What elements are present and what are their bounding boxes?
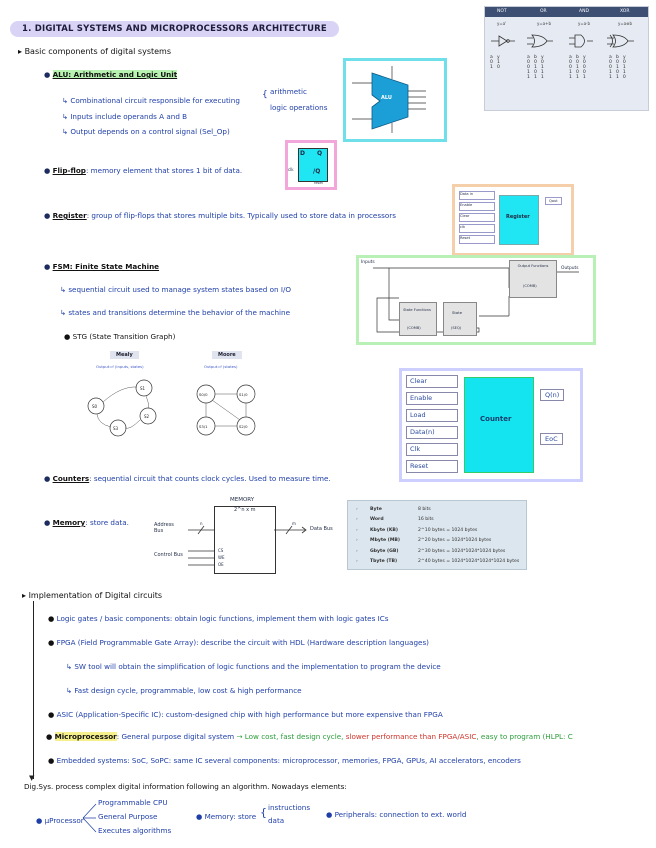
svg-text:S3/1: S3/1 (199, 424, 208, 429)
counter-output-q: Q(n) (540, 389, 564, 401)
impl-micro-2: → Low cost, fast design cycle, (236, 732, 344, 741)
svg-text:S2/0: S2/0 (239, 424, 248, 429)
unit-row (356, 525, 522, 536)
impl-micro-term: Microprocessor (54, 732, 117, 741)
unit-value: 2^10 bytes = 1024 bytes (418, 527, 478, 533)
or-truth-table: a b y 0 0 0 0 1 1 1 0 1 1 1 1 (527, 55, 544, 80)
flipflop-line: ● Flip-flop: memory element that stores 1 bit of data. (44, 166, 243, 175)
alu-heading: ● ALU: Arithmetic and Logic Unit (44, 70, 178, 79)
fsm-stg-text: STG (State Transition Graph) (72, 332, 176, 341)
impl-microprocessor: ● Microprocessor: General purpose digital system → Low cost, fast design cycle, slower performance than FPGA/ASIC, easy to program (HLPL: C (46, 732, 573, 741)
fsm-line-2-text: states and transitions determine the behavior of the machine (68, 308, 291, 317)
register-term: Register (52, 211, 87, 220)
uproc-item: Executes algorithms (98, 826, 172, 835)
alu-line-3-text: Output depends on a control signal (Sel_Op) (70, 127, 230, 136)
impl-micro-4: , easy to program (HLPL: C (476, 732, 573, 741)
bottom-memory-text: Memory: store (204, 812, 257, 821)
fsm-heading: ● FSM: Finite State Machine (44, 262, 160, 271)
fsm-line-1: ↳ sequential circuit used to manage system states based on I/O (60, 285, 292, 294)
section-implementation-text: Implementation of Digital circuits (28, 591, 163, 600)
uproc-branch (82, 800, 98, 836)
fsm-line-2: ↳ states and transitions determine the behavior of the machine (60, 308, 291, 317)
register-pin: Clear (459, 213, 495, 222)
unit-name: Tbyte (TB) (370, 559, 398, 565)
unit-row (356, 546, 522, 557)
digsys-line: Dig.Sys. process complex digital information following an algorithm. Nowadays elements: (24, 782, 347, 791)
gate-header-xor: XOR (620, 9, 630, 14)
memory-signal-cs: CS (218, 548, 224, 553)
memory-units-table (347, 500, 527, 570)
impl-fpga-2: ↳ Fast design cycle, programmable, low cost & high performance (66, 686, 302, 695)
counter-input: Enable (406, 392, 458, 405)
mealy-sub: Output=f (inputs, states) (96, 364, 144, 369)
fsm-term: FSM: Finite State Machine (52, 262, 160, 271)
uproc-item: Programmable CPU (98, 798, 168, 807)
memory-n: n (200, 521, 203, 526)
timeline-line (33, 601, 34, 779)
impl-embedded: ● Embedded systems: SoC, SoPC: same IC several components: microprocessor, memories, FPGA, GPUs, AI accelerators, encoders (48, 756, 521, 765)
unit-row (356, 557, 522, 568)
memory-block-title: MEMORY (230, 497, 255, 503)
unit-row (356, 515, 522, 526)
unit-name: Mbyte (MB) (370, 538, 401, 544)
fsm-line-1-text: sequential circuit used to manage system states based on I/O (68, 285, 292, 294)
memory-m: m (292, 521, 296, 526)
unit-row (356, 504, 522, 515)
counter-input: Data(n) (406, 426, 458, 439)
counters-line: ● Counters: sequential circuit that counts clock cycles. Used to measure time. (44, 474, 331, 483)
counter-output-eoc: EoC (540, 433, 563, 445)
memory-control-bus: Control Bus (154, 552, 183, 558)
fsm-outputs: Outputs (561, 266, 579, 271)
fsm-state: State (452, 310, 463, 315)
register-pin: Enable (459, 202, 495, 211)
unit-name: Word (370, 517, 384, 523)
unit-bullet: › (356, 559, 358, 565)
bottom-peripherals-text: Peripherals: connection to ext. world (334, 810, 467, 819)
memory-block-sub: 2^n x m (234, 507, 256, 513)
unit-bullet: › (356, 506, 358, 512)
register-pin: Reset (459, 235, 495, 244)
memory-address-bus: Address Bus (154, 522, 174, 534)
counter-figure (399, 368, 583, 482)
ff-reset: reset (314, 181, 323, 185)
alu-line-2-text: Inputs include operands A and B (70, 112, 188, 121)
unit-value: 16 bits (418, 517, 434, 523)
memory-signal-we: WE (218, 555, 225, 560)
impl-fpga-text: FPGA (Field Programmable Gate Array): describe the circuit with HDL (Hardware description languages) (56, 638, 429, 647)
svg-text:S1/0: S1/0 (239, 392, 248, 397)
alu-line-2: ↳ Inputs include operands A and B (62, 112, 188, 121)
svg-text:S0: S0 (92, 404, 98, 409)
bottom-uproc: ● μProcessor (36, 816, 84, 825)
gate-header-and: AND (579, 9, 589, 14)
fsm-output-fn: Output Functions (517, 264, 549, 268)
section-basic-components-text: Basic components of digital systems (24, 47, 172, 56)
unit-bullet: › (356, 517, 358, 523)
counter-inputs (406, 375, 458, 473)
gate-header-or: OR (540, 9, 547, 14)
unit-value: 2^30 bytes = 1024*1024*1024 bytes (418, 548, 506, 554)
memory-item: instructions (268, 803, 311, 812)
bottom-peripherals: ● Peripherals: connection to ext. world (326, 810, 467, 819)
alu-figure (343, 58, 447, 142)
bottom-uproc-text: μProcessor (44, 816, 84, 825)
alu-brace-logic: logic operations (270, 103, 328, 112)
moore-state-graph (180, 376, 270, 444)
unit-bullet: › (356, 548, 358, 554)
counter-block: Counter (480, 415, 512, 423)
register-pin: clk (459, 224, 495, 233)
register-line: ● Register: group of flip-flops that stores multiple bits. Typically used to store data in processors (44, 211, 396, 220)
ff-qbar: /Q (313, 168, 321, 175)
register-pins (459, 191, 495, 249)
unit-name: Kbyte (KB) (370, 527, 399, 533)
page-title: 1. DIGITAL SYSTEMS AND MICROPROCESSORS ARCHITECTURE (10, 21, 339, 37)
unit-value: 8 bits (418, 506, 431, 512)
impl-embedded-text: Embedded systems: SoC, SoPC: same IC several components: microprocessor, memories, FPGA, GPUs, AI accelerators, encoders (56, 756, 521, 765)
counter-input: Reset (406, 460, 458, 473)
memory-item: data (268, 816, 285, 825)
mealy-label: Mealy (110, 351, 139, 359)
ff-d: D (300, 150, 305, 157)
fsm-state-fn: State Functions (403, 308, 431, 312)
memory-signal-oe: OE (218, 562, 224, 567)
fsm-diagram (356, 255, 596, 345)
fsm-comb-1: (COMB) (523, 284, 537, 288)
fsm-inputs: Inputs (361, 260, 375, 265)
register-pin: Data in (459, 191, 495, 200)
unit-value: 2^20 bytes = 1024*1024 bytes (418, 538, 492, 544)
mealy-state-graph (76, 372, 171, 444)
moore-sub: Output=f (states) (204, 364, 238, 369)
impl-fpga-1: ↳ SW tool will obtain the simplification of logic functions and the implementation to program the device (66, 662, 441, 671)
xor-truth-table: a b y 0 0 0 0 1 1 1 0 1 1 1 0 (609, 55, 626, 80)
counter-input: Clk (406, 443, 458, 456)
alu-line-3: ↳ Output depends on a control signal (Sel_Op) (62, 127, 230, 136)
counters-term: Counters (52, 474, 90, 483)
register-figure (452, 184, 574, 256)
bottom-memory-brace: { (260, 806, 267, 819)
timeline-arrow: ▼ (29, 774, 35, 782)
impl-fpga: ● FPGA (Field Programmable Gate Array): describe the circuit with HDL (Hardware description languages) (48, 638, 429, 647)
gate-sub-xor: y=a⊕b (618, 21, 633, 26)
impl-fpga-1-text: SW tool will obtain the simplification of logic functions and the implementation to program the device (74, 662, 441, 671)
impl-micro-1: : General purpose digital system (116, 732, 235, 741)
unit-row (356, 536, 522, 547)
counters-desc: : sequential circuit that counts clock cycles. Used to measure time. (89, 474, 331, 483)
impl-logic-gates-text: Logic gates / basic components: obtain logic functions, implement them with logic gates ICs (56, 614, 389, 623)
memory-desc: : store data. (85, 518, 129, 527)
alu-line-1-text: Combinational circuit responsible for executing (70, 96, 240, 105)
register-desc: : group of flip-flops that stores multiple bits. Typically used to store data in processors (86, 211, 396, 220)
gate-header-not: NOT (497, 9, 507, 14)
alu-figure-label: ALU (381, 95, 392, 101)
alu-brace-arithmetic: arithmetic (270, 87, 307, 96)
bottom-memory: ● Memory: store (196, 812, 257, 821)
logic-gates-table (484, 6, 649, 111)
fsm-seq: (SEQ) (451, 326, 462, 330)
svg-text:S2: S2 (144, 414, 150, 419)
fsm-comb-2: (COMB) (407, 326, 421, 330)
alu-term: ALU: Arithmetic and Logic Unit (52, 70, 178, 79)
unit-bullet: › (356, 527, 358, 533)
unit-bullet: › (356, 538, 358, 544)
unit-value: 2^40 bytes = 1024*1024*1024*1024 bytes (418, 559, 520, 565)
svg-text:S0/0: S0/0 (199, 392, 208, 397)
section-implementation: ▸ Implementation of Digital circuits (22, 591, 163, 600)
counter-input: Load (406, 409, 458, 422)
impl-asic-text: ASIC (Application-Specific IC): custom-designed chip with high performance but more expensive than FPGA (56, 710, 443, 719)
alu-brace: { (262, 90, 268, 100)
ff-q: Q (317, 150, 323, 157)
moore-label: Moore (212, 351, 242, 359)
svg-text:S3: S3 (113, 426, 119, 431)
not-truth-table: a y 0 1 1 0 (490, 55, 500, 70)
counter-input: Clear (406, 375, 458, 388)
gate-sub-or: y=a+b (537, 21, 552, 26)
memory-figure (152, 496, 340, 574)
uproc-item: General Purpose (98, 812, 158, 821)
memory-term: Memory (52, 518, 86, 527)
alu-line-1: ↳ Combinational circuit responsible for executing (62, 96, 240, 105)
memory-line: ● Memory: store data. (44, 518, 129, 527)
flipflop-desc: : memory element that stores 1 bit of data. (85, 166, 243, 175)
impl-asic: ● ASIC (Application-Specific IC): custom-designed chip with high performance but more expensive than FPGA (48, 710, 443, 719)
fsm-stg: ● STG (State Transition Graph) (64, 332, 176, 341)
impl-logic-gates: ● Logic gates / basic components: obtain logic functions, implement them with logic gates ICs (48, 614, 389, 623)
register-block: Register (506, 214, 530, 220)
unit-name: Byte (370, 506, 382, 512)
flipflop-term: Flip-flop (52, 166, 86, 175)
svg-text:S1: S1 (140, 386, 146, 391)
register-out: Qout (545, 197, 562, 205)
section-basic-components: ▸ Basic components of digital systems (18, 47, 172, 56)
and-truth-table: a b y 0 0 0 0 1 0 1 0 0 1 1 1 (569, 55, 586, 80)
ff-clk: clk (288, 167, 294, 172)
memory-data-bus: Data Bus (310, 526, 333, 532)
gate-sub-not: y=a' (497, 21, 507, 26)
impl-fpga-2-text: Fast design cycle, programmable, low cost & high performance (74, 686, 302, 695)
gate-sub-and: y=a·b (578, 21, 590, 26)
impl-micro-3: slower performance than FPGA/ASIC (345, 732, 477, 741)
unit-name: Gbyte (GB) (370, 548, 399, 554)
flipflop-figure (285, 140, 337, 190)
